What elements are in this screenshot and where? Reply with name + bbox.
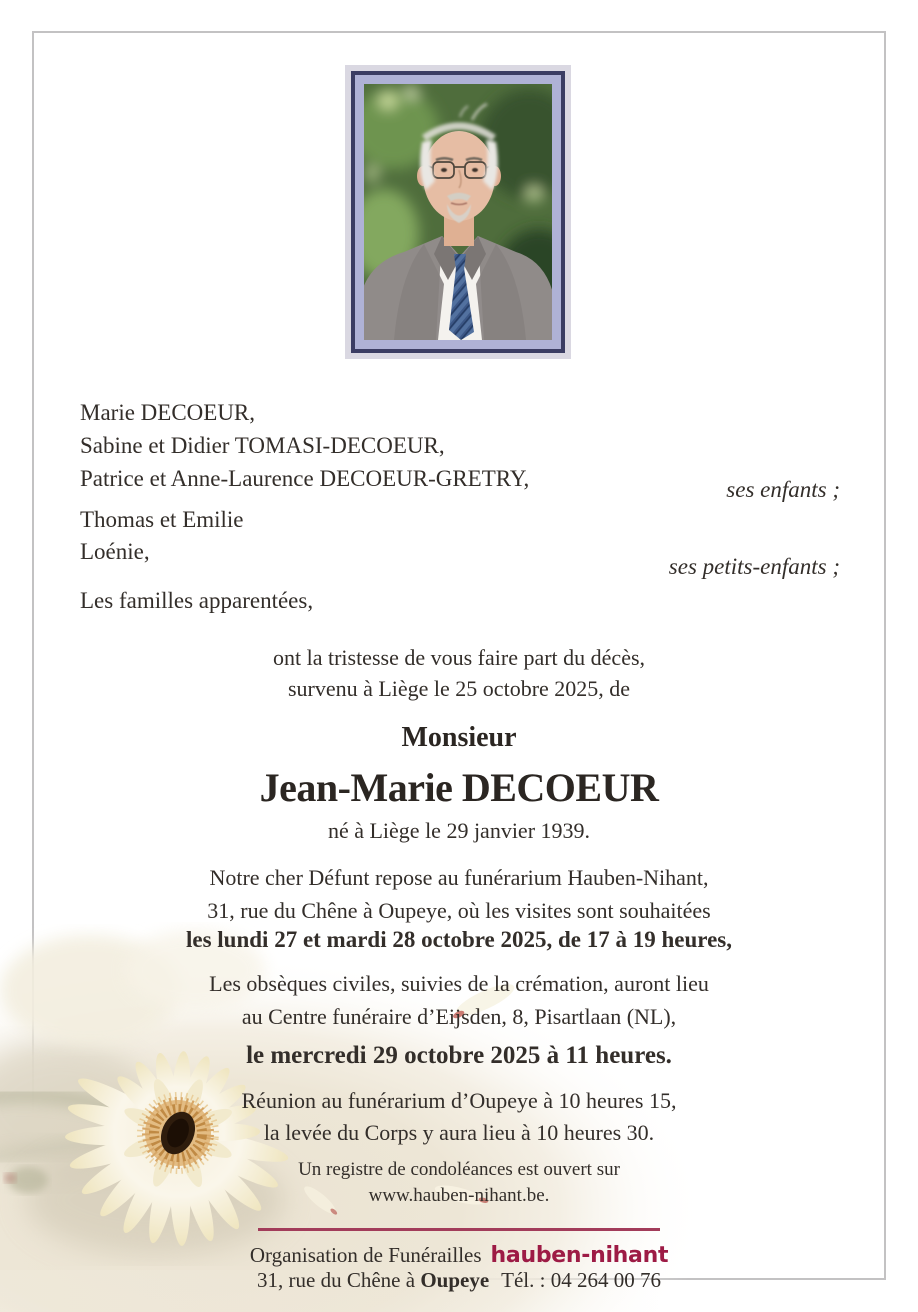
child-name-line: Patrice et Anne-Laurence DECOEUR-GRETRY, [80,466,530,491]
grandchild-name-line: Thomas et Emilie [80,507,244,532]
address-line [0,1268,918,1293]
address-city: Oupeye [420,1268,490,1292]
portrait-photo [364,84,552,340]
funeral-line-1: Les obsèques civiles, suivies de la crémation, auront lieu [209,971,709,996]
grandchildren-role-label: ses petits-enfants ; [668,554,840,579]
children-role-label: ses enfants ; [726,477,840,502]
visits-line: les lundi 27 et mardi 28 octobre 2025, de 17 à 19 heures, [185,927,733,952]
meeting-line-1: Réunion au funérarium d’Oupeye à 10 heures 15, [241,1088,677,1113]
register-website: www.hauben-nihant.be. [368,1185,550,1206]
child-name-line: Marie DECOEUR, [80,400,256,425]
funeral-date-line: le mercredi 29 octobre 2025 à 11 heures. [246,1042,672,1069]
photo-frame-navy [351,71,565,353]
birth-line: né à Liège le 29 janvier 1939. [327,818,591,843]
address-prefix: 31, rue du Chêne à [257,1268,416,1292]
deceased-name: Jean-Marie DECOEUR [259,765,659,810]
child-name-line: Sabine et Didier TOMASI-DECOEUR, [80,433,445,458]
repose-line-1: Notre cher Défunt repose au funérarium Hauben-Nihant, [209,865,709,890]
funeral-line-2: au Centre funéraire d’Eijsden, 8, Pisartlaan (NL), [241,1004,677,1029]
phone-number: Tél. : 04 264 00 76 [501,1268,661,1292]
grandchild-name-line: Loénie, [80,539,150,564]
photo-frame [345,65,571,359]
photo [364,84,552,340]
repose-line-2: 31, rue du Chêne à Oupeye, où les visites sont souhaitées [207,898,711,923]
families-line: Les familles apparentées, [80,588,314,613]
organisation-line [0,1243,918,1268]
brand-logo-text: hauben-nihant [490,1243,669,1268]
organisation-prefix: Organisation de Funérailles [249,1243,482,1267]
meeting-line-2: la levée du Corps y aura lieu à 10 heures 30. [263,1120,655,1145]
photo-frame-lavender [355,75,561,349]
footer-divider [258,1228,660,1231]
register-line-1: Un registre de condoléances est ouvert sur [298,1159,620,1180]
honorific-title: Monsieur [401,722,517,753]
intro-line-1: ont la tristesse de vous faire part du décès, [272,645,646,670]
intro-line-2: survenu à Liège le 25 octobre 2025, de [287,676,631,701]
